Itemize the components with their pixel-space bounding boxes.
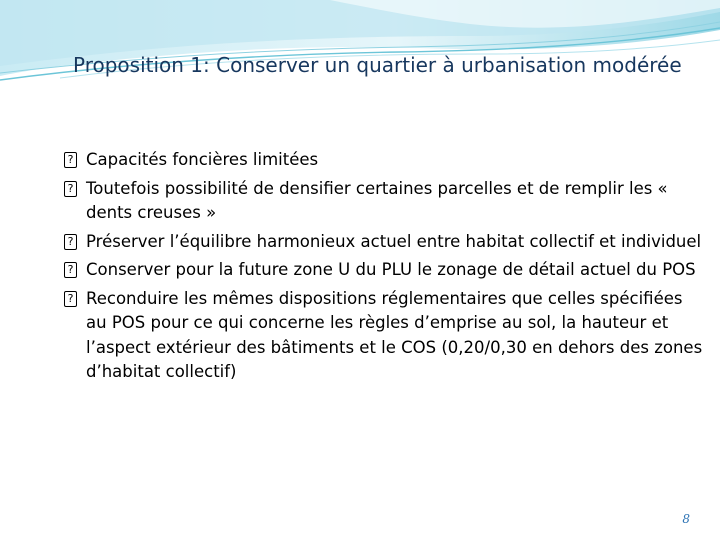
bullet-item	[64, 230, 704, 255]
bullet-text: Conserver pour la future zone U du PLU le zonage de détail actuel du POS	[86, 260, 696, 279]
missing-glyph-bullet-icon: ?	[64, 181, 77, 197]
missing-glyph-bullet-icon: ?	[64, 152, 77, 168]
page-number: 8	[682, 512, 690, 526]
missing-glyph-bullet-icon: ?	[64, 234, 77, 250]
bullet-item	[64, 148, 704, 173]
missing-glyph-bullet-icon: ?	[64, 291, 77, 307]
bullet-item	[64, 177, 704, 226]
bullet-text: Reconduire les mêmes dispositions réglementaires que celles spécifiées au POS pour ce qui concerne les règles d’emprise au sol, la hauteur et l’aspect extérieur des bâtiments et le COS (0,20/0,30 en dehors des zones d’habitat collectif)	[86, 288, 703, 381]
slide-title: Proposition 1: Conserver un quartier à urbanisation modérée	[73, 53, 682, 77]
bullet-list	[64, 148, 704, 389]
bullet-text: Toutefois possibilité de densifier certaines parcelles et de remplir les « dents creuses »	[86, 178, 668, 222]
bullet-item	[64, 258, 704, 283]
bullet-text: Préserver l’équilibre harmonieux actuel entre habitat collectif et individuel	[86, 231, 702, 251]
bullet-text: Capacités foncières limitées	[86, 150, 319, 169]
bullet-item	[64, 287, 704, 385]
missing-glyph-bullet-icon: ?	[64, 262, 77, 278]
